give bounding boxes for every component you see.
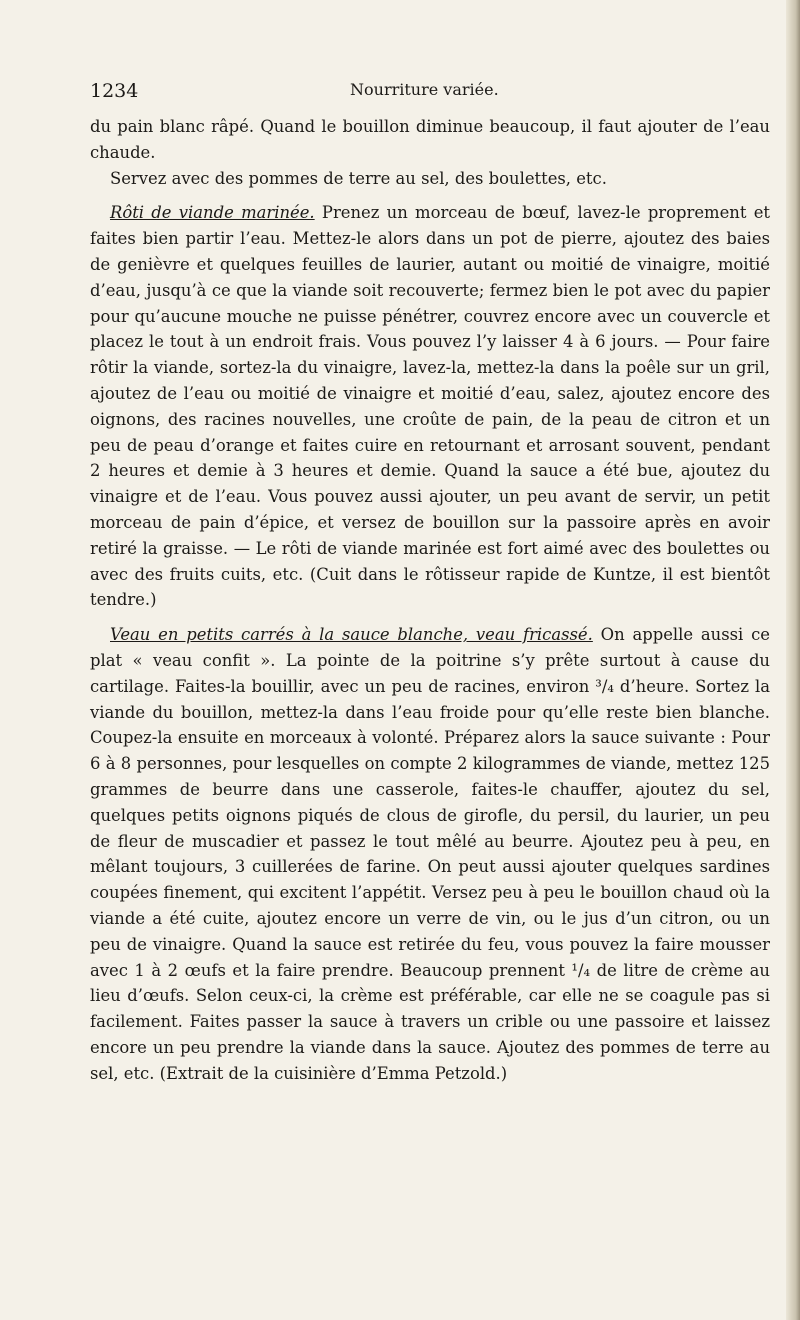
running-title: Nourriture variée. <box>350 80 499 99</box>
page-number: 1234 <box>90 80 139 102</box>
page-edge-shadow <box>786 0 800 1320</box>
book-page <box>90 74 770 1086</box>
recipe-veau-fricasse <box>90 622 770 1086</box>
recipe-body: On appelle aussi ce plat « veau confit ». La pointe de la poitrine s’y prête surtout à cause du cartilage. Faites-la bouillir, avec un peu de racines, environ ³/₄ d’heure. Sortez la viande du bouillon, mettez-la dans l’eau froide pour qu’elle reste bien blanche. Coupez-la ensuite en morceaux à volonté. Préparez alors la sauce suivante : Pour 6 à 8 personnes, pour lesquelles on compte 2 kilogrammes de viande, mettez 125 grammes de beurre dans une casserole, faites-le chauffer, ajoutez du sel, quelques petits oignons piqués de clous de girofle, du persil, du laurier, un peu de fleur de muscadier et passez le tout mêlé au beurre. Ajoutez peu à peu, en mêlant toujours, 3 cuillerées de farine. On peut aussi ajouter quelques sardines coupées finement, qui excitent l’appétit. Versez peu à peu le bouillon chaud où la viande a été cuite, ajoutez encore un verre de vin, ou le jus d’un citron, ou un peu de vinaigre. Quand la sauce est retirée du feu, vous pouvez la faire mousser avec 1 à 2 œufs et la faire prendre. Beaucoup prennent ¹/₄ de litre de crème au lieu d’œufs. Selon ceux-ci, la crème est préférable, car elle ne se coagule pas si facilement. Faites passer la sauce à travers un crible ou une passoire et laissez encore un peu prendre la viande dans la sauce. Ajoutez des pommes de terre au sel, etc. (Extrait de la cuisinière d’Emma Petzold.) <box>90 625 770 1083</box>
paragraph-body: Servez avec des pommes de terre au sel, des boulettes, etc. <box>110 168 607 188</box>
paragraph-body: du pain blanc râpé. Quand le bouillon diminue beaucoup, il faut ajouter de l’eau chaude. <box>90 117 770 162</box>
paragraph-serving <box>90 166 770 192</box>
recipe-body: Prenez un morceau de bœuf, lavez-le proprement et faites bien partir l’eau. Mettez-le alors dans un pot de pierre, ajoutez des baies de genièvre et quelques feuilles de laurier, autant ou moitié de vinaigre, moitié d’eau, jusqu’à ce que la viande soit recouverte; fermez bien le pot avec du papier pour qu’aucune mouche ne puisse pénétrer, couvrez encore avec un couvercle et placez le tout à un endroit frais. Vous pouvez l’y laisser 4 à 6 jours. — Pour faire rôtir la viande, sortez-la du vinaigre, lavez-la, mettez-la dans la poêle sur un gril, ajoutez de l’eau ou moitié de vinaigre et moitié d’eau, salez, ajoutez encore des oignons, des racines nouvelles, une croûte de pain, de la peau de citron et un peu de peau d’orange et faites cuire en retournant et arrosant souvent, pendant 2 heures et demie à 3 heures et demie. Quand la sauce a été bue, ajoutez du vinaigre et de l’eau. Vous pouvez aussi ajouter, un peu avant de servir, un petit morceau de pain d’épice, et versez de bouillon sur la passoire après en avoir retiré la graisse. — Le rôti de viande marinée est fort aimé avec des boulettes ou avec des fruits cuits, etc. (Cuit dans le rôtisseur rapide de Kuntze, il est bientôt tendre.) <box>90 203 770 610</box>
recipe-title: Veau en petits carrés à la sauce blanche, veau fricassé. <box>110 625 593 645</box>
paragraph-continuation <box>90 114 770 166</box>
running-head <box>90 74 770 114</box>
recipe-title: Rôti de viande marinée. <box>110 203 315 223</box>
recipe-roti-viande-marinee <box>90 200 770 613</box>
